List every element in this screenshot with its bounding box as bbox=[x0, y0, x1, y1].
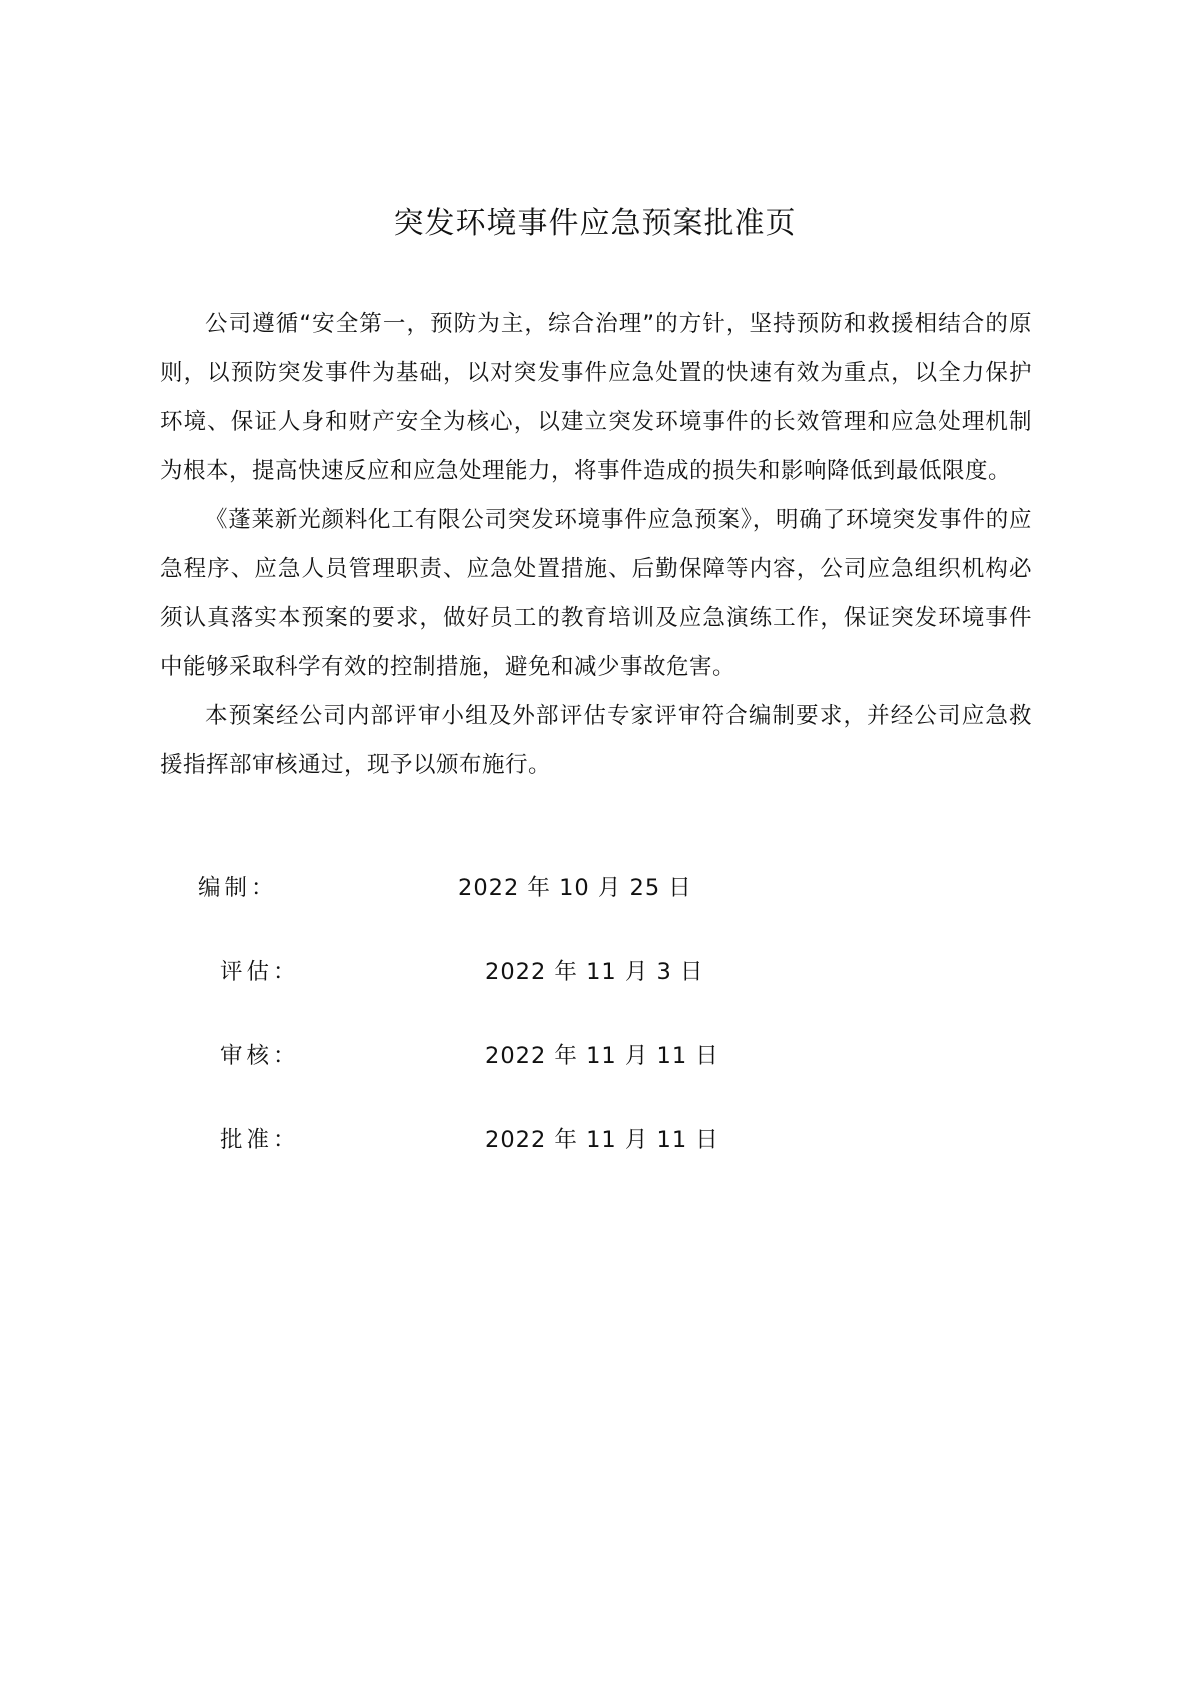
signoff-date: 2022 年 10 月 25 日 bbox=[458, 875, 692, 901]
signoff-label: 评估： bbox=[220, 959, 300, 985]
signoff-label: 编制： bbox=[198, 875, 278, 901]
signoff-row-reviewed bbox=[0, 1040, 1190, 1072]
signoff-date: 2022 年 11 月 3 日 bbox=[485, 959, 704, 985]
page-title: 突发环境事件应急预案批准页 bbox=[393, 206, 797, 241]
paragraph-approval: 本预案经公司内部评审小组及外部评估专家评审符合编制要求，并经公司应急救援指挥部审核通过，现予以颁布施行。 bbox=[160, 703, 1032, 778]
paragraph-principles: 公司遵循“安全第一，预防为主，综合治理”的方针，坚持预防和救援相结合的原则，以预防突发事件为基础，以对突发事件应急处置的快速有效为重点，以全力保护环境、保证人身和财产安全为核心，以建立突发环境事件的长效管理和应急处理机制为根本，提高快速反应和应急处理能力，将事件造成的损失和影响降低到最低限度。 bbox=[160, 311, 1032, 484]
paragraph-plan-scope: 《蓬莱新光颜料化工有限公司突发环境事件应急预案》，明确了环境突发事件的应急程序、应急人员管理职责、应急处置措施、后勤保障等内容，公司应急组织机构必须认真落实本预案的要求，做好员工的教育培训及应急演练工作，保证突发环境事件中能够采取科学有效的控制措施，避免和减少事故危害。 bbox=[160, 507, 1032, 680]
signoff-label: 批准： bbox=[220, 1127, 300, 1153]
signoff-row-approved bbox=[0, 1124, 1190, 1156]
signoff-date: 2022 年 11 月 11 日 bbox=[485, 1127, 719, 1153]
signoff-row-prepared bbox=[0, 872, 1190, 904]
signoff-label: 审核： bbox=[220, 1043, 300, 1069]
signoff-row-evaluated bbox=[0, 956, 1190, 988]
signoff-date: 2022 年 11 月 11 日 bbox=[485, 1043, 719, 1069]
body-text bbox=[160, 300, 1032, 790]
